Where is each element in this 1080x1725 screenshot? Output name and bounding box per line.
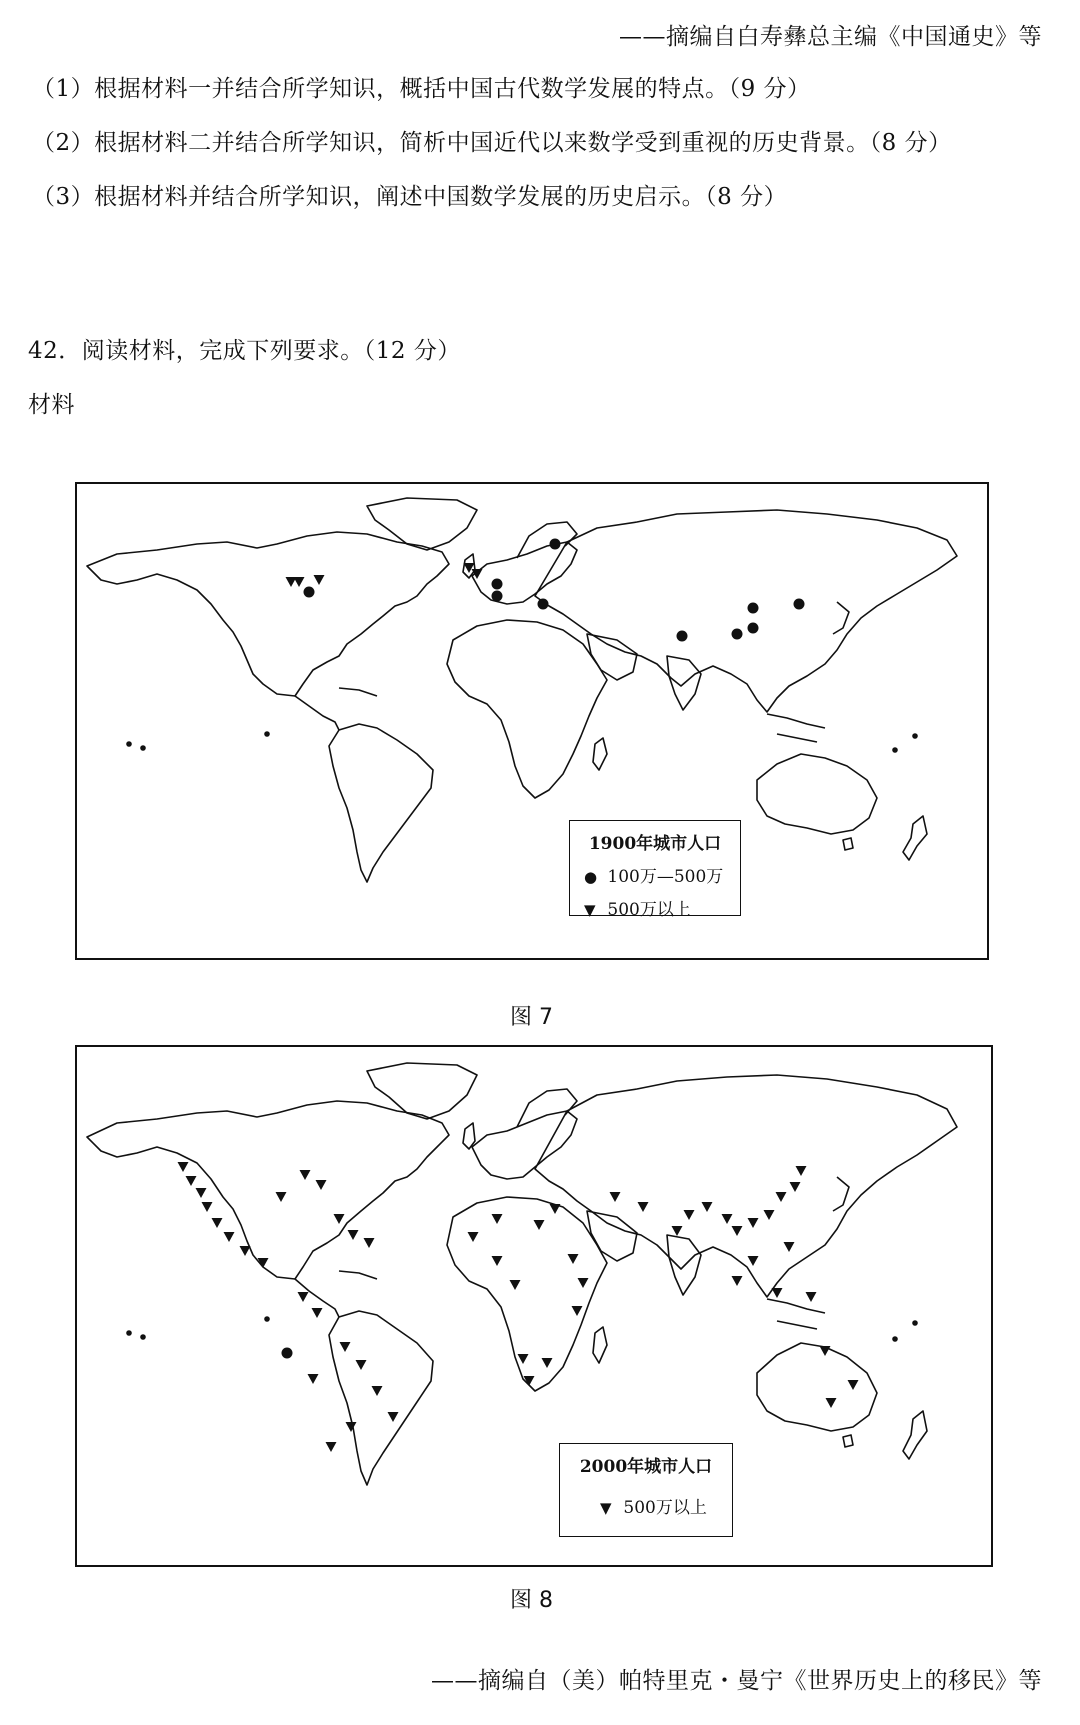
city-marker-triangle: [276, 1192, 287, 1202]
map-2000-legend: [559, 1443, 733, 1537]
triangle-down-icon: ▼: [584, 901, 596, 919]
map-1900-legend-item-1: [570, 862, 740, 887]
triangle-down-icon: ▼: [600, 1499, 612, 1517]
city-marker-triangle: [364, 1238, 375, 1248]
city-marker-triangle: [534, 1220, 545, 1230]
source-citation-2: ——摘编自（美）帕特里克・曼宁《世界历史上的移民》等: [431, 1668, 1042, 1694]
city-marker-dot: [748, 603, 759, 614]
city-marker-triangle: [772, 1288, 783, 1298]
city-marker-triangle: [820, 1346, 831, 1356]
city-marker-dot: [282, 1348, 293, 1359]
city-marker-triangle: [518, 1354, 529, 1364]
city-marker-triangle: [468, 1232, 479, 1242]
city-marker-dot: [732, 629, 743, 640]
city-marker-triangle: [356, 1360, 367, 1370]
map-1900-legend-label-1: 100万—500万: [607, 867, 724, 887]
city-marker-triangle: [298, 1292, 309, 1302]
world-map-2000: [75, 1045, 993, 1567]
city-marker-triangle: [294, 577, 305, 587]
city-marker-triangle: [806, 1292, 817, 1302]
city-marker-triangle: [316, 1180, 327, 1190]
city-marker-triangle: [638, 1202, 649, 1212]
question-2: （2）根据材料二并结合所学知识，简析中国近代以来数学受到重视的历史背景。（8 分）: [32, 130, 952, 156]
world-map-1900: [75, 482, 989, 960]
city-marker-triangle: [340, 1342, 351, 1352]
city-marker-triangle: [308, 1374, 319, 1384]
city-marker-triangle: [568, 1254, 579, 1264]
city-marker-triangle: [722, 1214, 733, 1224]
city-marker-triangle: [178, 1162, 189, 1172]
city-marker-triangle: [348, 1230, 359, 1240]
city-marker-triangle: [212, 1218, 223, 1228]
city-marker-triangle: [542, 1358, 553, 1368]
map-2000-legend-title: 2000年城市人口: [579, 1457, 713, 1477]
city-marker-dot: [304, 587, 315, 598]
question-3: （3）根据材料并结合所学知识，阐述中国数学发展的历史启示。（8 分）: [32, 184, 788, 210]
map-2000-legend-label-1: 500万以上: [623, 1498, 707, 1518]
city-marker-triangle: [776, 1192, 787, 1202]
city-marker-triangle: [300, 1170, 311, 1180]
city-marker-triangle: [312, 1308, 323, 1318]
city-marker-triangle: [510, 1280, 521, 1290]
city-marker-dot: [550, 539, 561, 550]
source-citation-1: ——摘编自白寿彝总主编《中国通史》等: [619, 24, 1042, 50]
city-marker-triangle: [186, 1176, 197, 1186]
city-marker-triangle: [796, 1166, 807, 1176]
city-marker-triangle: [334, 1214, 345, 1224]
city-marker-dot: [677, 631, 688, 642]
city-marker-triangle: [732, 1276, 743, 1286]
city-marker-dot: [748, 623, 759, 634]
city-marker-triangle: [764, 1210, 775, 1220]
city-marker-triangle: [346, 1422, 357, 1432]
city-marker-triangle: [848, 1380, 859, 1390]
city-marker-triangle: [326, 1442, 337, 1452]
city-marker-triangle: [372, 1386, 383, 1396]
city-marker-triangle: [314, 575, 325, 585]
map-2000-legend-item-1: [560, 1493, 732, 1518]
city-marker-triangle: [790, 1182, 801, 1192]
city-marker-triangle: [550, 1204, 561, 1214]
figure-caption-7: 图 7: [510, 1005, 553, 1030]
world-map-2000-outline: [77, 1047, 991, 1565]
city-marker-dot: [538, 599, 549, 610]
city-marker-triangle: [492, 1256, 503, 1266]
city-marker-triangle: [224, 1232, 235, 1242]
figure-caption-8: 图 8: [510, 1588, 553, 1613]
question-1: （1）根据材料一并结合所学知识，概括中国古代数学发展的特点。（9 分）: [32, 76, 811, 102]
city-marker-triangle: [388, 1412, 399, 1422]
city-marker-triangle: [572, 1306, 583, 1316]
city-marker-triangle: [784, 1242, 795, 1252]
city-marker-triangle: [202, 1202, 213, 1212]
city-marker-triangle: [702, 1202, 713, 1212]
city-marker-triangle: [578, 1278, 589, 1288]
map-1900-legend-title: 1900年城市人口: [588, 834, 722, 854]
city-marker-dot: [794, 599, 805, 610]
city-marker-triangle: [748, 1256, 759, 1266]
city-marker-dot: [492, 579, 503, 590]
city-marker-triangle: [732, 1226, 743, 1236]
map-1900-legend-label-2: 500万以上: [607, 900, 691, 920]
city-marker-triangle: [610, 1192, 621, 1202]
city-marker-triangle: [826, 1398, 837, 1408]
world-map-1900-outline: [77, 484, 987, 958]
city-marker-dot: [492, 591, 503, 602]
city-marker-triangle: [748, 1218, 759, 1228]
city-marker-triangle: [196, 1188, 207, 1198]
dot-icon: ●: [584, 868, 598, 886]
map-1900-legend: [569, 820, 741, 920]
city-marker-triangle: [684, 1210, 695, 1220]
question-42-heading: 42．阅读材料，完成下列要求。（12 分）: [28, 338, 461, 364]
material-label: 材料: [28, 392, 75, 418]
city-marker-triangle: [240, 1246, 251, 1256]
city-marker-triangle: [464, 563, 475, 573]
city-marker-triangle: [492, 1214, 503, 1224]
map-1900-legend-item-2: [570, 895, 740, 920]
city-marker-triangle: [672, 1226, 683, 1236]
